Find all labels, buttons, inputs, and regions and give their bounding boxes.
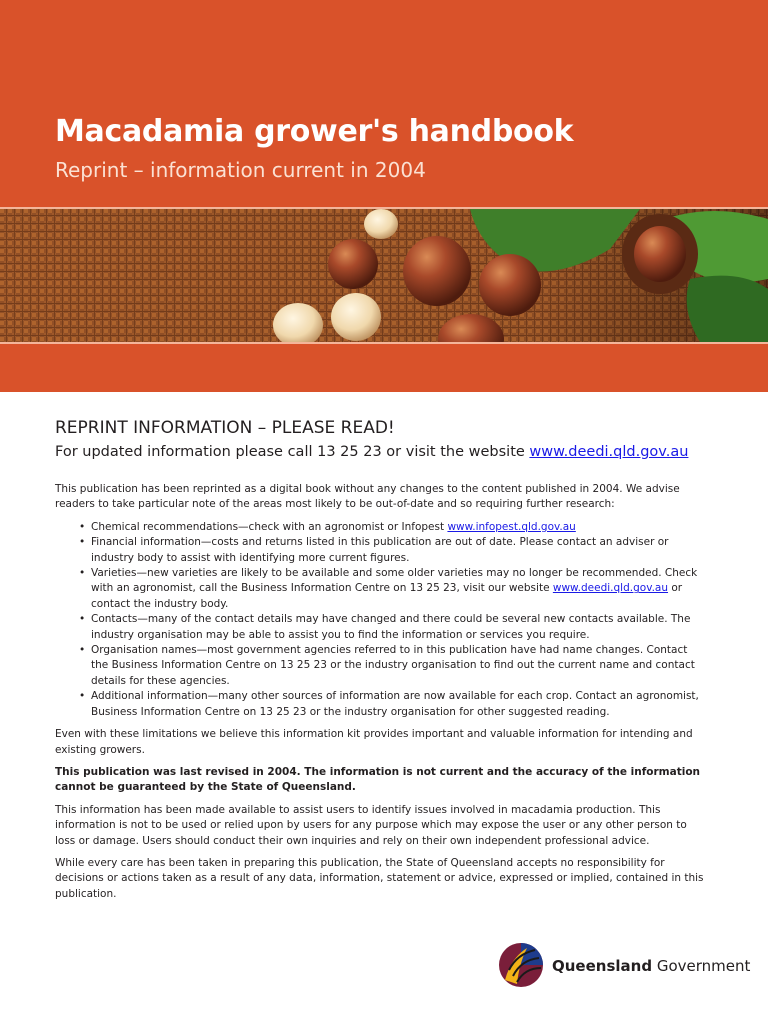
list-item: • Additional information—many other sources of information are now available for each crop. Contact an agronomist, Business Information Centre on 13 25 23 or the industry organisation for other suggested reading.: [91, 689, 705, 720]
updated-info-text: For updated information please call 13 25 23 or visit the website: [55, 444, 530, 460]
macadamia-photo: [0, 207, 768, 344]
list-item: • Varieties—new varieties are likely to be available and some older varieties may no longer be recommended. Check with an agronomist, call the Business Information Centre on 13 25 23, visit our website www.deedi.qld.gov.au or contact the industry body.: [91, 566, 705, 612]
liability-paragraph: While every care has been taken in preparing this publication, the State of Queensland accepts no responsibility for decisions or actions taken as a result of any data, information, statement or advice, expressed or implied, contained in this publication.: [55, 856, 704, 900]
intro-paragraph: This publication has been reprinted as a digital book without any changes to the content published in 2004. We advise readers to take particular note of the areas most likely to be out-of-date and so requiring further research:: [55, 483, 680, 511]
updated-info-line: [55, 444, 705, 460]
queensland-crest-icon: [497, 940, 547, 988]
list-item: • Organisation names—most government agencies referred to in this publication have had name changes. Contact the Business Information Centre on 13 25 23 or the industry organisation to find out the current name and contact details for these agencies.: [91, 643, 705, 689]
list-item: • Financial information—costs and returns listed in this publication are out of date. Please contact an adviser or industry body to assist with identifying more current figures.: [91, 535, 705, 566]
page-subtitle: Reprint – information current in 2004: [55, 158, 426, 182]
reprint-notice: [55, 418, 705, 909]
warning-paragraph: This publication was last revised in 2004. The information is not current and the accuracy of the information cannot be guaranteed by the State of Queensland.: [55, 765, 701, 794]
list-item: • Contacts—many of the contact details may have changed and there could be several new contacts available. The industry organisation may be able to assist you to find the information or services you require.: [91, 612, 705, 643]
header-banner: [0, 0, 768, 392]
website-link[interactable]: www.deedi.qld.gov.au: [529, 444, 689, 460]
logo-wordmark: Queensland Government: [552, 957, 751, 975]
out-of-date-areas-list: [55, 520, 705, 720]
page-title: Macadamia grower's handbook: [55, 114, 574, 149]
deedi-link[interactable]: www.deedi.qld.gov.au: [552, 582, 669, 595]
disclaimer-paragraph: This information has been made available to assist users to identify issues involved in macadamia production. This information is not to be used or relied upon by users for any purpose which may expose the user or any other person to loss or damage. Users should conduct their own inquiries and rely on their own independent professional advice.: [55, 803, 687, 847]
infopest-link[interactable]: www.infopest.qld.gov.au: [447, 520, 576, 533]
list-item: • Chemical recommendations—check with an agronomist or Infopest www.infopest.qld.gov.au: [91, 520, 705, 535]
queensland-government-logo: [497, 940, 757, 988]
notice-heading: REPRINT INFORMATION – PLEASE READ!: [55, 418, 395, 438]
limitations-paragraph: Even with these limitations we believe this information kit provides important and valuable information for intending and existing growers.: [55, 728, 693, 756]
